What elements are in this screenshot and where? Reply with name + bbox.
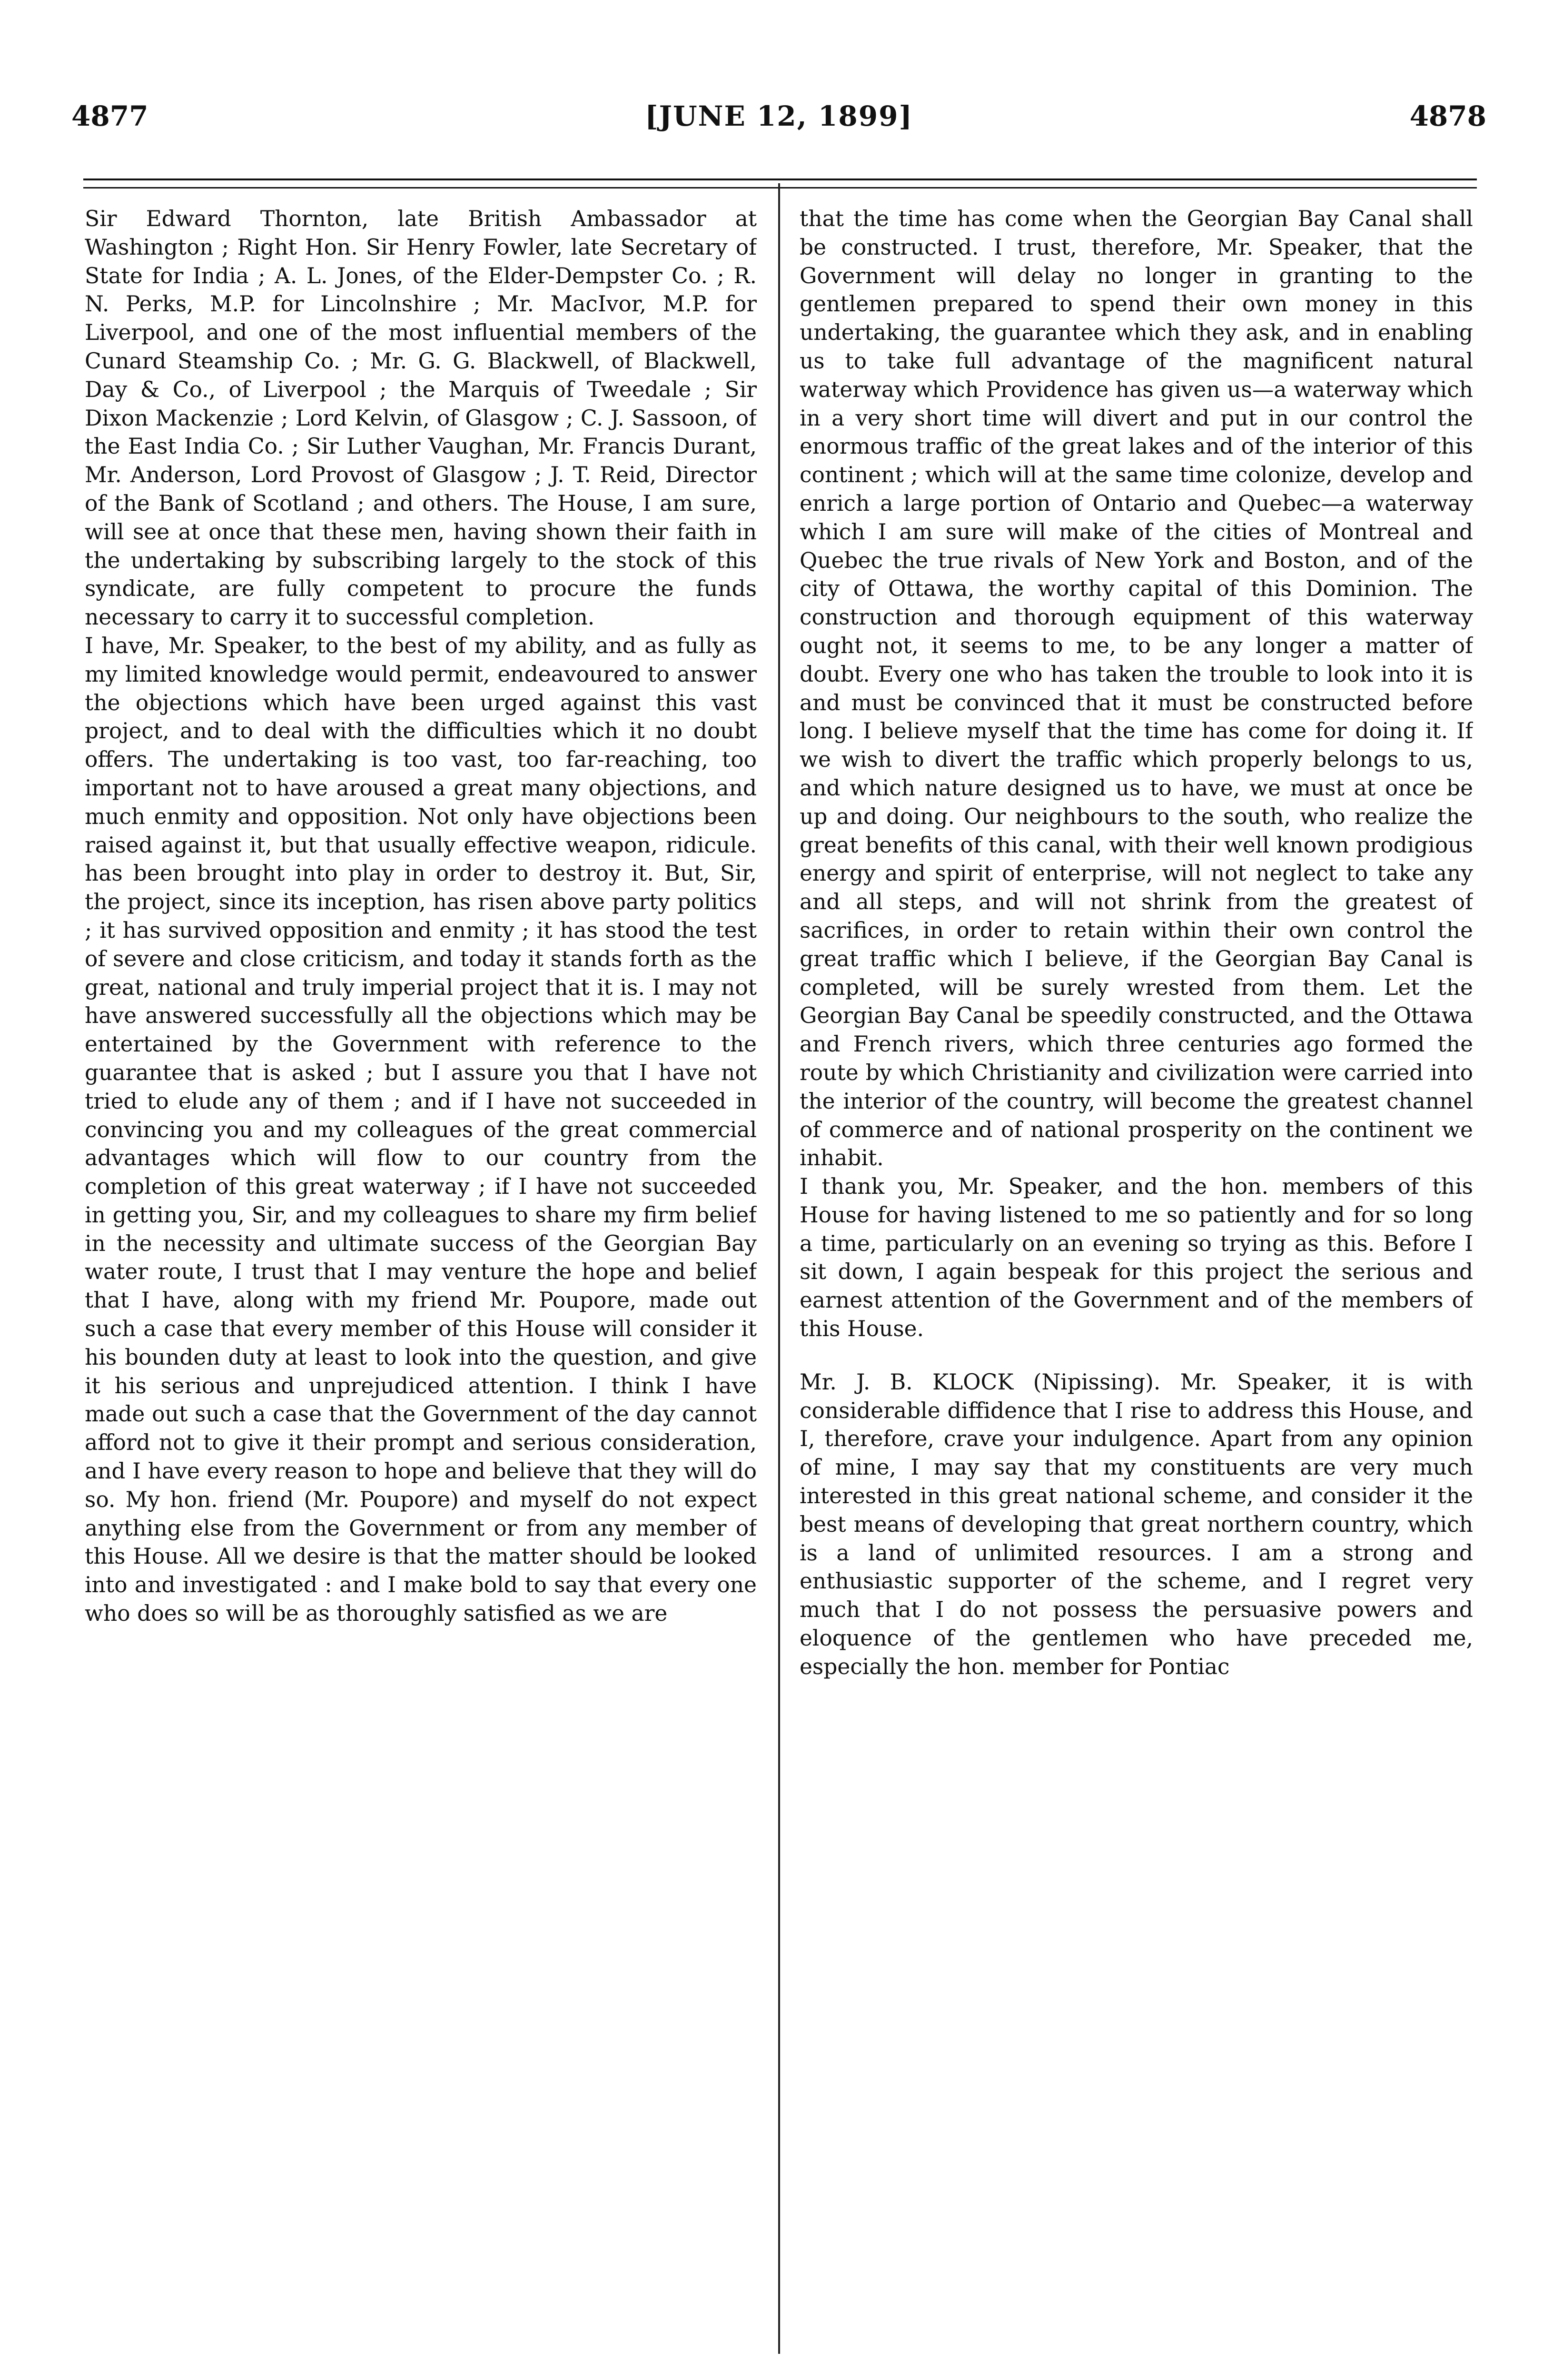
- header-rule-top: [83, 178, 1477, 180]
- page-number-left: 4877: [71, 100, 148, 132]
- left-paragraph-1: Sir Edward Thornton, late British Ambassador at Washington ; Right Hon. Sir Henry Fowler, late Secretary of State for India ; A. L. Jones, of the Elder-Dempster Co. ; R. N. Perks, M.P. for Lincolnshire ; Mr. MacIvor, M.P. for Liverpool, and one of the most influential members of the Cunard Steamship Co. ; Mr. G. G. Blackwell, of Blackwell, Day & Co., of Liverpool ; the Marquis of Tweedale ; Sir Dixon Mackenzie ; Lord Kelvin, of Glasgow ; C. J. Sassoon, of the East India Co. ; Sir Luther Vaughan, Mr. Francis Durant, Mr. Anderson, Lord Provost of Glasgow ; J. T. Reid, Director of the Bank of Scotland ; and others. The House, I am sure, will see at once that these men, having shown their faith in the undertaking by subscribing largely to the stock of this syndicate, are fully competent to procure the funds necessary to carry it to successful completion.: [85, 206, 757, 630]
- left-column: [85, 205, 757, 2375]
- right-column: [800, 205, 1473, 2375]
- left-paragraph-2: I have, Mr. Speaker, to the best of my ability, and as fully as my limited knowledge would permit, endeavoured to answer the objections which have been urged against this vast project, and to deal with the difficulties which it no doubt offers. The undertaking is too vast, too far-reaching, too important not to have aroused a great many objections, and much enmity and opposition. Not only have objections been raised against it, but that usually effective weapon, ridicule. has been brought into play in order to destroy it. But, Sir, the project, since its inception, has risen above party politics ; it has survived opposition and enmity ; it has stood the test of severe and close criticism, and today it stands forth as the great, national and truly imperial project that it is. I may not have answered successfully all the objections which may be entertained by the Government with reference to the guarantee that is asked ; but I assure you that I have not tried to elude any of them ; and if I have not succeeded in convincing you and my colleagues of the great commercial advantages which will flow to our country from the completion of this great waterway ; if I have not succeeded in getting you, Sir, and my colleagues to share my firm belief in the necessity and ultimate success of the Georgian Bay water route, I trust that I may venture the hope and belief that I have, along with my friend Mr. Poupore, made out such a case that every member of this House will consider it his bounden duty at least to look into the question, and give it his serious and unprejudiced attention. I think I have made out such a case that the Government of the day cannot afford not to give it their prompt and serious consideration, and I have every reason to hope and believe that they will do so. My hon. friend (Mr. Poupore) and myself do not expect anything else from the Government or from any member of this House. All we desire is that the matter should be looked into and investigated : and I make bold to say that every one who does so will be as thoroughly satisfied as we are: [85, 633, 757, 1626]
- page-date: [JUNE 12, 1899]: [645, 100, 913, 132]
- right-paragraph-3: Mr. J. B. KLOCK (Nipissing). Mr. Speaker, it is with considerable diffidence that I rise to address this House, and I, therefore, crave your indulgence. Apart from any opinion of mine, I may say that my constituents are very much interested in this great national scheme, and consider it the best means of developing that great northern country, which is a land of unlimited resources. I am a strong and enthusiastic supporter of the scheme, and I regret very much that I do not possess the persuasive powers and eloquence of the gentlemen who have preceded me, especially the hon. member for Pontiac: [800, 1369, 1473, 1679]
- page-header: [71, 100, 1486, 143]
- right-paragraph-2: I thank you, Mr. Speaker, and the hon. members of this House for having listened to me so patiently and for so long a time, particularly on an evening so trying as this. Before I sit down, I again bespeak for this project the serious and earnest attention of the Government and of the members of this House.: [800, 1174, 1473, 1342]
- header-rule-bottom: [83, 187, 1477, 188]
- right-paragraph-1: that the time has come when the Georgian Bay Canal shall be constructed. I trust, therefore, Mr. Speaker, that the Government will delay no longer in granting to the gentlemen prepared to spend their own money in this undertaking, the guarantee which they ask, and in enabling us to take full advantage of the magnificent natural waterway which Providence has given us—a waterway which in a very short time will divert and put in our control the enormous traffic of the great lakes and of the interior of this continent ; which will at the same time colonize, develop and enrich a large portion of Ontario and Quebec—a waterway which I am sure will make of the cities of Montreal and Quebec the true rivals of New York and Boston, and of the city of Ottawa, the worthy capital of this Dominion. The construction and thorough equipment of this waterway ought not, it seems to me, to be any longer a matter of doubt. Every one who has taken the trouble to look into it is and must be convinced that it must be constructed before long. I believe myself that the time has come for doing it. If we wish to divert the traffic which properly belongs to us, and which nature designed us to have, we must at once be up and doing. Our neighbours to the south, who realize the great benefits of this canal, with their well known prodigious energy and spirit of enterprise, will not neglect to take any and all steps, and will not shrink from the greatest of sacrifices, in order to retain within their own control the great traffic which I believe, if the Georgian Bay Canal is completed, will be surely wrested from them. Let the Georgian Bay Canal be speedily constructed, and the Ottawa and French rivers, which three centuries ago formed the route by which Christianity and civilization were carried into the interior of the country, will become the greatest channel of commerce and of national prosperity on the continent we inhabit.: [800, 206, 1473, 1171]
- page-number-right: 4878: [1409, 100, 1486, 132]
- column-divider: [778, 183, 780, 2354]
